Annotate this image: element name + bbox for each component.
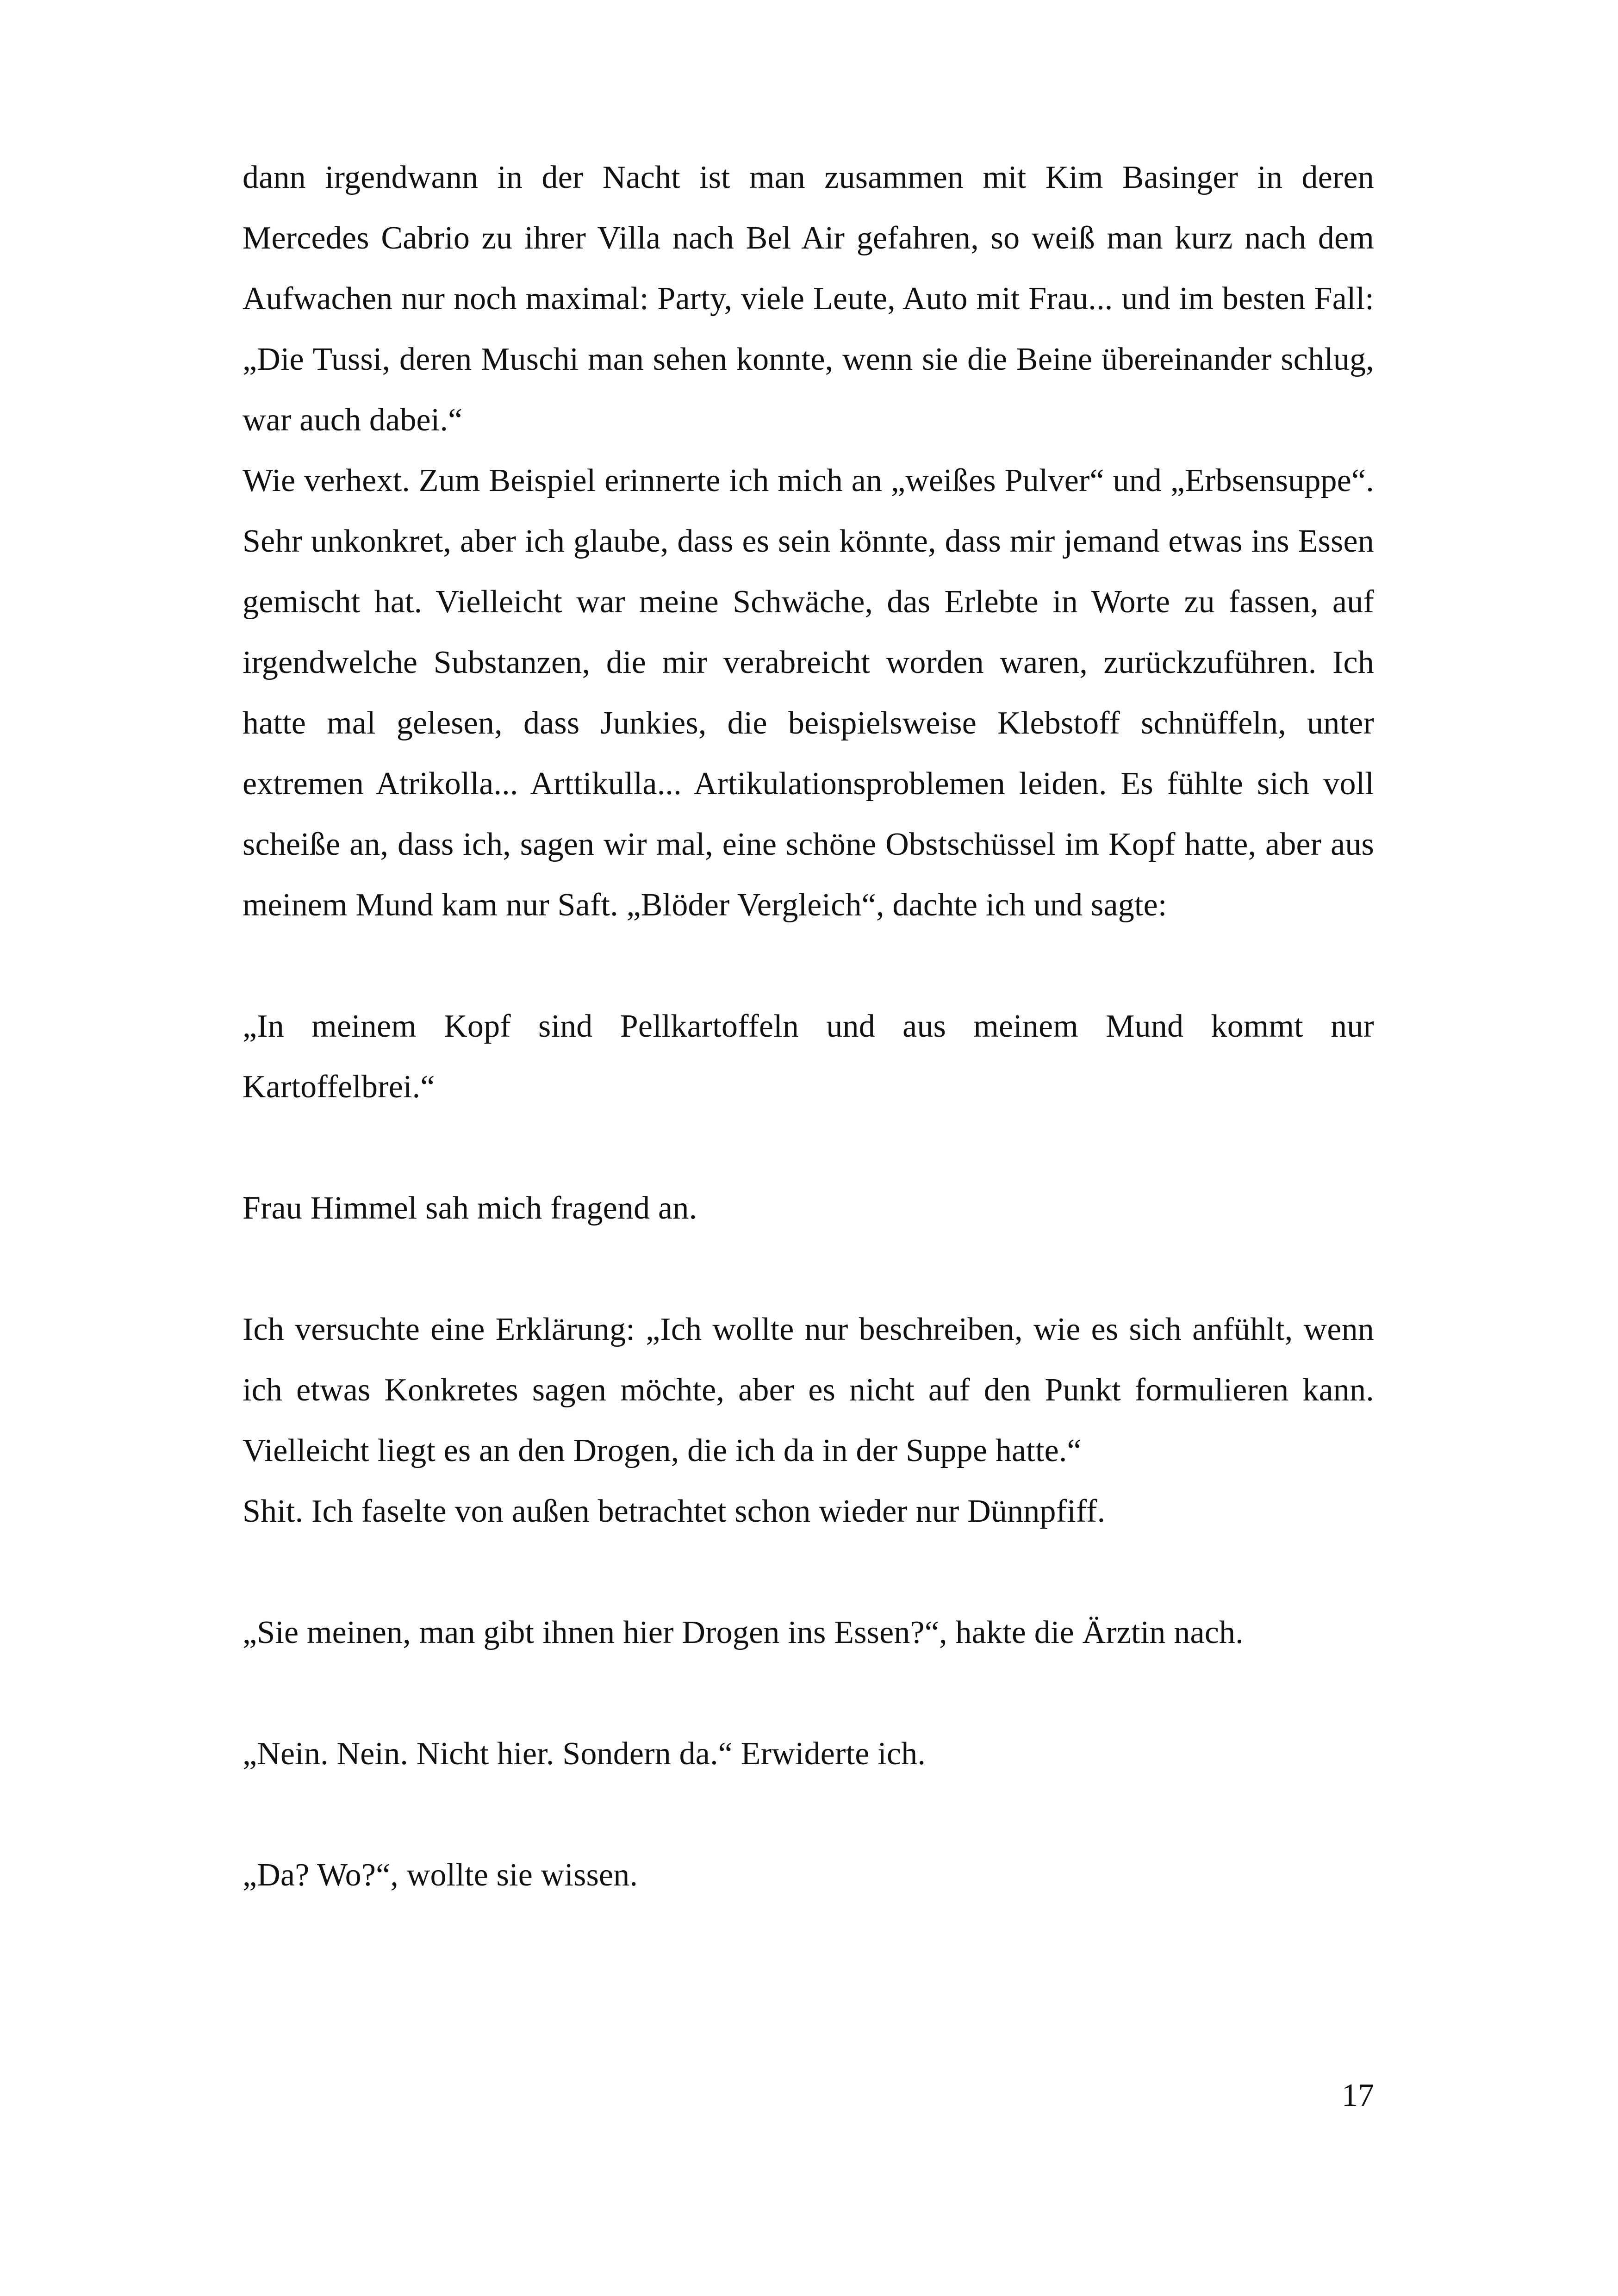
body-text bbox=[243, 147, 1374, 1905]
paragraph-6: Shit. Ich faselte von außen betrachtet schon wieder nur Dünnpfiff. bbox=[243, 1493, 1106, 1529]
page-number: 17 bbox=[1342, 2078, 1374, 2113]
paragraph-2: Wie verhext. Zum Beispiel erinnerte ich mich an „weißes Pulver“ und „Erbsensuppe“. Sehr unkonkret, aber ich glaube, dass es sein könnte, dass mir jemand etwas ins Essen gemischt hat. Vielleicht war meine Schwäche, das Erlebte in Worte zu fassen, auf irgendwelche Substanzen, die mir verabreicht worden waren, zurückzuführen. Ich hatte mal gelesen, dass Junkies, die beispielsweise Klebstoff schnüffeln, unter extremen Atrikolla... Arttikulla... Artikulationsproblemen leiden. Es fühlte sich voll scheiße an, dass ich, sagen wir mal, eine schöne Obstschüssel im Kopf hatte, aber aus meinem Mund kam nur Saft. „Blöder Vergleich“, dachte ich und sagte: bbox=[243, 463, 1374, 923]
paragraph-1: dann irgendwann in der Nacht ist man zusammen mit Kim Basinger in deren Mercedes Cabrio zu ihrer Villa nach Bel Air gefahren, so weiß man kurz nach dem Aufwachen nur noch maximal: Party, viele Leute, Auto mit Frau... und im besten Fall: „Die Tussi, deren Muschi man sehen konnte, wenn sie die Beine übereinander schlug, war auch dabei.“ bbox=[243, 160, 1374, 438]
paragraph-5: Ich versuchte eine Erklärung: „Ich wollte nur beschreiben, wie es sich anfühlt, wenn ich etwas Konkretes sagen möchte, aber es nicht auf den Punkt formulieren kann. Vielleicht liegt es an den Drogen, die ich da in der Suppe hatte.“ bbox=[243, 1312, 1374, 1468]
paragraph-3: „In meinem Kopf sind Pellkartoffeln und aus meinem Mund kommt nur Kartoffelbrei.“ bbox=[243, 1008, 1374, 1105]
paragraph-7: „Sie meinen, man gibt ihnen hier Drogen ins Essen?“, hakte die Ärztin nach. bbox=[243, 1615, 1244, 1650]
paragraph-8: „Nein. Nein. Nicht hier. Sondern da.“ Erwiderte ich. bbox=[243, 1736, 926, 1772]
paragraph-4: Frau Himmel sah mich fragend an. bbox=[243, 1190, 697, 1226]
paragraph-9: „Da? Wo?“, wollte sie wissen. bbox=[243, 1857, 638, 1893]
